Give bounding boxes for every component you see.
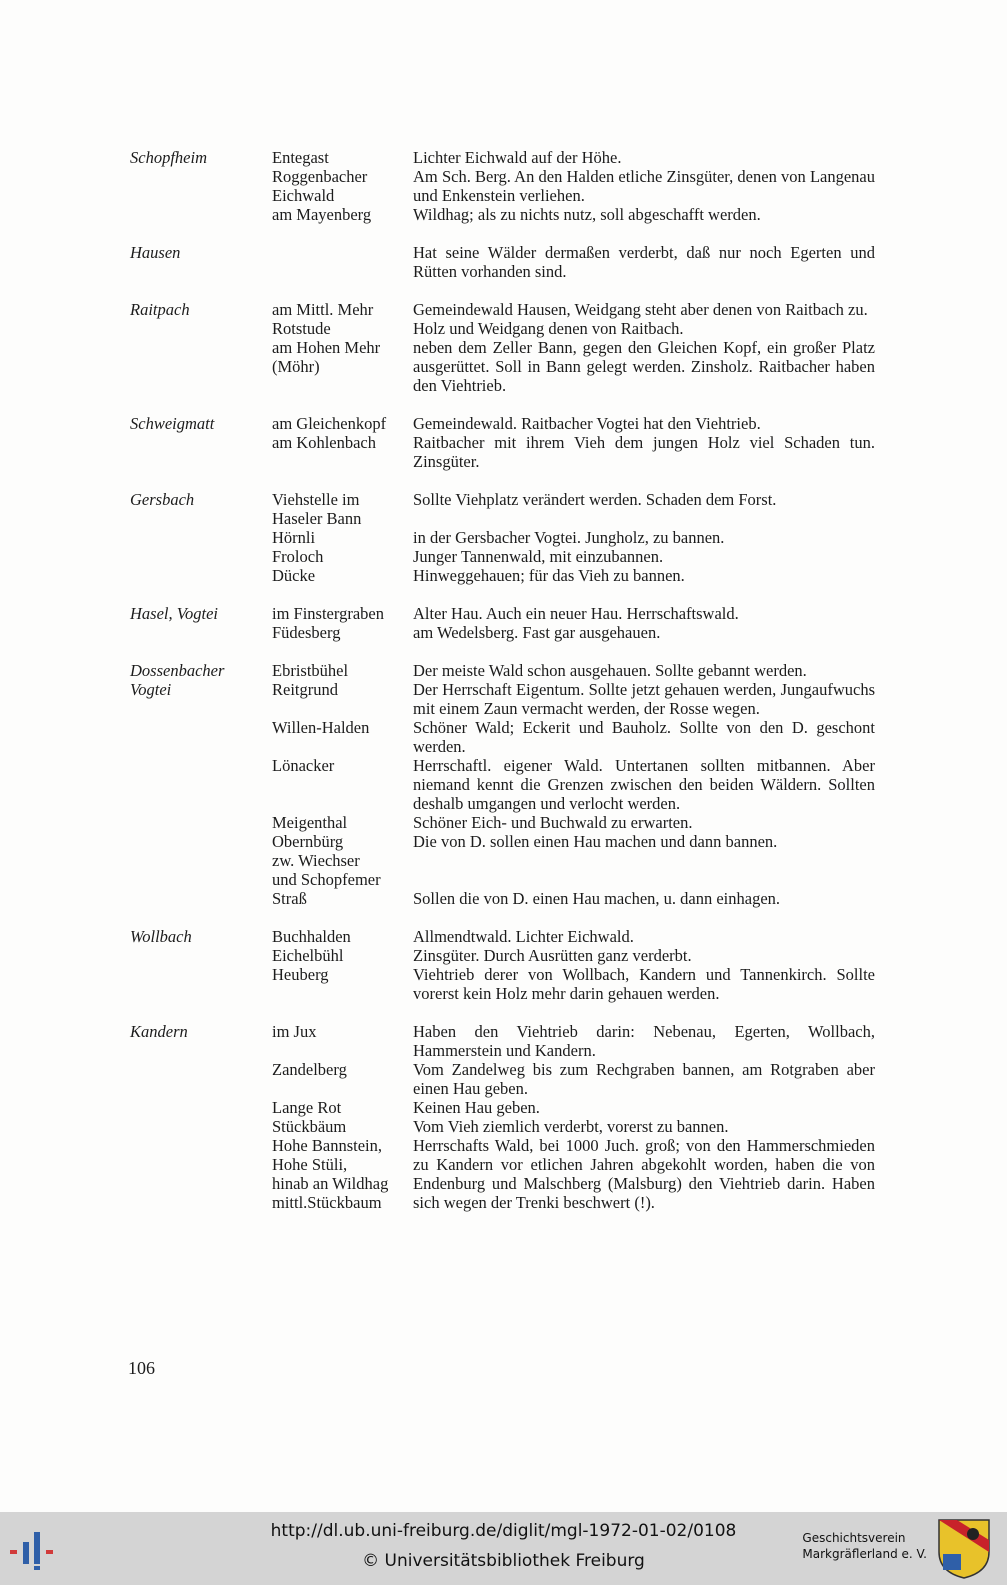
entry-row xyxy=(272,319,875,338)
location-description: Hat seine Wälder dermaßen verderbt, daß nur noch Egerten und Rütten vorhanden sind. xyxy=(413,243,875,281)
place-name: Dossenbacher Vogtei xyxy=(130,661,225,699)
place-name: Kandern xyxy=(130,1022,188,1041)
place-name: Hausen xyxy=(130,243,181,262)
register-section xyxy=(130,604,875,642)
location-name: Buchhalden xyxy=(272,927,351,946)
forest-register xyxy=(130,148,875,1231)
location-name: Obernbürg zw. Wiechser und Schopfemer xyxy=(272,832,381,889)
location-name: Lönacker xyxy=(272,756,335,775)
entry-row xyxy=(272,300,875,319)
place-name: Hasel, Vogtei xyxy=(130,604,218,623)
entry-row xyxy=(272,243,875,281)
location-name: Füdesberg xyxy=(272,623,341,642)
location-name: am Gleichenkopf xyxy=(272,414,387,433)
entry-row xyxy=(272,965,875,1003)
location-description: Viehtrieb derer von Wollbach, Kandern und Tannenkirch. Sollte vorerst kein Holz mehr darin gehauen werden. xyxy=(413,965,875,1003)
society-name xyxy=(802,1530,927,1562)
entry-row xyxy=(272,1117,875,1136)
entry-list xyxy=(272,243,875,281)
entry-row xyxy=(272,1022,875,1060)
location-name: Froloch xyxy=(272,547,324,566)
location-description: Sollen die von D. einen Hau machen, u. dann einhagen. xyxy=(413,889,781,908)
register-section xyxy=(130,148,875,224)
entry-row xyxy=(272,414,875,433)
location-description: Raitbacher mit ihrem Vieh dem jungen Holz viel Schaden tun. Zinsgüter. xyxy=(413,433,875,471)
register-section xyxy=(130,414,875,471)
location-description: Schöner Eich- und Buchwald zu erwarten. xyxy=(413,813,693,832)
entry-row xyxy=(272,1098,875,1117)
location-description: Vom Zandelweg bis zum Rechgraben bannen, am Rotgraben aber einen Hau geben. xyxy=(413,1060,875,1098)
entry-row xyxy=(272,1136,875,1212)
location-description: Haben den Viehtrieb darin: Nebenau, Egerten, Wollbach, Hammerstein und Kandern. xyxy=(413,1022,875,1060)
register-section xyxy=(130,1022,875,1212)
location-description: Wildhag; als zu nichts nutz, soll abgeschafft werden. xyxy=(413,205,761,224)
entry-list xyxy=(272,927,875,1003)
location-name: Lange Rot xyxy=(272,1098,342,1117)
entry-row xyxy=(272,528,875,547)
location-description: Hinweggehauen; für das Vieh zu bannen. xyxy=(413,566,685,585)
coat-of-arms-icon xyxy=(937,1518,991,1580)
entry-row xyxy=(272,604,875,623)
location-description: in der Gersbacher Vogtei. Jungholz, zu bannen. xyxy=(413,528,725,547)
page-number: 106 xyxy=(128,1358,155,1378)
location-description: Der meiste Wald schon ausgehauen. Sollte gebannt werden. xyxy=(413,661,807,680)
location-description: Schöner Wald; Eckerit und Bauholz. Sollte von den D. geschont werden. xyxy=(413,718,875,756)
place-name: Wollbach xyxy=(130,927,192,946)
place-name: Schopfheim xyxy=(130,148,207,167)
location-name: Zandelberg xyxy=(272,1060,347,1079)
entry-list xyxy=(272,1022,875,1212)
location-name: Viehstelle im Haseler Bann xyxy=(272,490,362,528)
location-description: Keinen Hau geben. xyxy=(413,1098,540,1117)
location-name: Rotstude xyxy=(272,319,331,338)
entry-row xyxy=(272,813,875,832)
location-description: Herrschaftl. eigener Wald. Untertanen sollten mitbannen. Aber niemand kennt die Grenzen zwischen den beiden Wäldern. Sollten deshalb umgangen und verlocht werden. xyxy=(413,756,875,813)
entry-list xyxy=(272,414,875,471)
entry-row xyxy=(272,832,875,889)
location-description: Die von D. sollen einen Hau machen und dann bannen. xyxy=(413,832,778,851)
footer-bar xyxy=(0,1512,1007,1585)
entry-list xyxy=(272,300,875,395)
location-name: Hohe Bannstein, Hohe Stüli, hinab an Wildhag mittl.Stückbaum xyxy=(272,1136,389,1212)
location-name: am Mayenberg xyxy=(272,205,372,224)
location-name: Stückbäum xyxy=(272,1117,347,1136)
entry-row xyxy=(272,623,875,642)
entry-list xyxy=(272,604,875,642)
location-name: am Kohlenbach xyxy=(272,433,377,452)
entry-row xyxy=(272,433,875,471)
entry-row xyxy=(272,680,875,718)
society-line-1: Geschichtsverein xyxy=(802,1531,906,1545)
location-name: am Hohen Mehr (Möhr) xyxy=(272,338,381,376)
entry-row xyxy=(272,1060,875,1098)
entry-row xyxy=(272,205,875,224)
location-description: Holz und Weidgang denen von Raitbach. xyxy=(413,319,684,338)
location-description: Junger Tannenwald, mit einzubannen. xyxy=(413,547,664,566)
register-section xyxy=(130,661,875,908)
entry-row xyxy=(272,490,875,528)
entry-list xyxy=(272,490,875,585)
location-name: Eichelbühl xyxy=(272,946,344,965)
location-description: Der Herrschaft Eigentum. Sollte jetzt gehauen werden, Jungaufwuchs mit einem Zaun vermacht werden, der Rosse wegen. xyxy=(413,680,875,718)
location-name: Roggenbacher Eichwald xyxy=(272,167,368,205)
location-name: Entegast xyxy=(272,148,329,167)
location-description: Allmendtwald. Lichter Eichwald. xyxy=(413,927,634,946)
location-name: Heuberg xyxy=(272,965,329,984)
location-name: Willen-Halden xyxy=(272,718,370,737)
location-description: Am Sch. Berg. An den Halden etliche Zinsgüter, denen von Langenau und Enkenstein verliehen. xyxy=(413,167,875,205)
location-name: Hörnli xyxy=(272,528,316,547)
entry-row xyxy=(272,718,875,756)
location-description: neben dem Zeller Bann, gegen den Gleichen Kopf, ein großer Platz ausgerüttet. Soll in Bann gelegt werden. Zinsholz. Raitbacher haben den Viehtrieb. xyxy=(413,338,875,395)
location-name: Ebristbühel xyxy=(272,661,349,680)
location-description: Gemeindewald Hausen, Weidgang steht aber denen von Raitbach zu. xyxy=(413,300,868,319)
location-description: Lichter Eichwald auf der Höhe. xyxy=(413,148,622,167)
copyright-notice: © Universitätsbibliothek Freiburg xyxy=(362,1551,645,1571)
location-name: Meigenthal xyxy=(272,813,348,832)
location-description: Sollte Viehplatz verändert werden. Schaden dem Forst. xyxy=(413,490,777,509)
location-description: Vom Vieh ziemlich verderbt, vorerst zu bannen. xyxy=(413,1117,729,1136)
location-description: Zinsgüter. Durch Ausrütten ganz verderbt. xyxy=(413,946,692,965)
entry-row xyxy=(272,756,875,813)
entry-list xyxy=(272,661,875,908)
location-name xyxy=(272,243,413,281)
register-section xyxy=(130,300,875,395)
entry-row xyxy=(272,661,875,680)
location-name: im Jux xyxy=(272,1022,317,1041)
location-description: Herrschafts Wald, bei 1000 Juch. groß; von den Hammerschmieden zu Kandern vor etlichen Jahren abgekohlt worden, haben die von Endenburg und Malschberg (Malsburg) den Viehtrieb darin. Haben sich wegen der Trenki beschwert (!). xyxy=(413,1136,875,1212)
location-name: am Mittl. Mehr xyxy=(272,300,374,319)
entry-row xyxy=(272,338,875,395)
entry-row xyxy=(272,167,875,205)
location-description: Alter Hau. Auch ein neuer Hau. Herrschaftswald. xyxy=(413,604,739,623)
register-section xyxy=(130,927,875,1003)
register-section xyxy=(130,490,875,585)
location-name: Reitgrund xyxy=(272,680,338,699)
location-description: Gemeindewald. Raitbacher Vogtei hat den Viehtrieb. xyxy=(413,414,761,433)
document-url[interactable]: http://dl.ub.uni-freiburg.de/diglit/mgl-1972-01-02/0108 xyxy=(270,1521,737,1541)
location-name: Straß xyxy=(272,889,307,908)
entry-row xyxy=(272,566,875,585)
entry-row xyxy=(272,927,875,946)
location-name: im Finstergraben xyxy=(272,604,384,623)
place-name: Gersbach xyxy=(130,490,195,509)
entry-list xyxy=(272,148,875,224)
place-name: Schweigmatt xyxy=(130,414,215,433)
place-name: Raitpach xyxy=(130,300,190,319)
entry-row xyxy=(272,547,875,566)
society-line-2: Markgräflerland e. V. xyxy=(802,1547,927,1561)
entry-row xyxy=(272,889,875,908)
location-name: Dücke xyxy=(272,566,316,585)
register-section xyxy=(130,243,875,281)
entry-row xyxy=(272,946,875,965)
entry-row xyxy=(272,148,875,167)
location-description: am Wedelsberg. Fast gar ausgehauen. xyxy=(413,623,661,642)
